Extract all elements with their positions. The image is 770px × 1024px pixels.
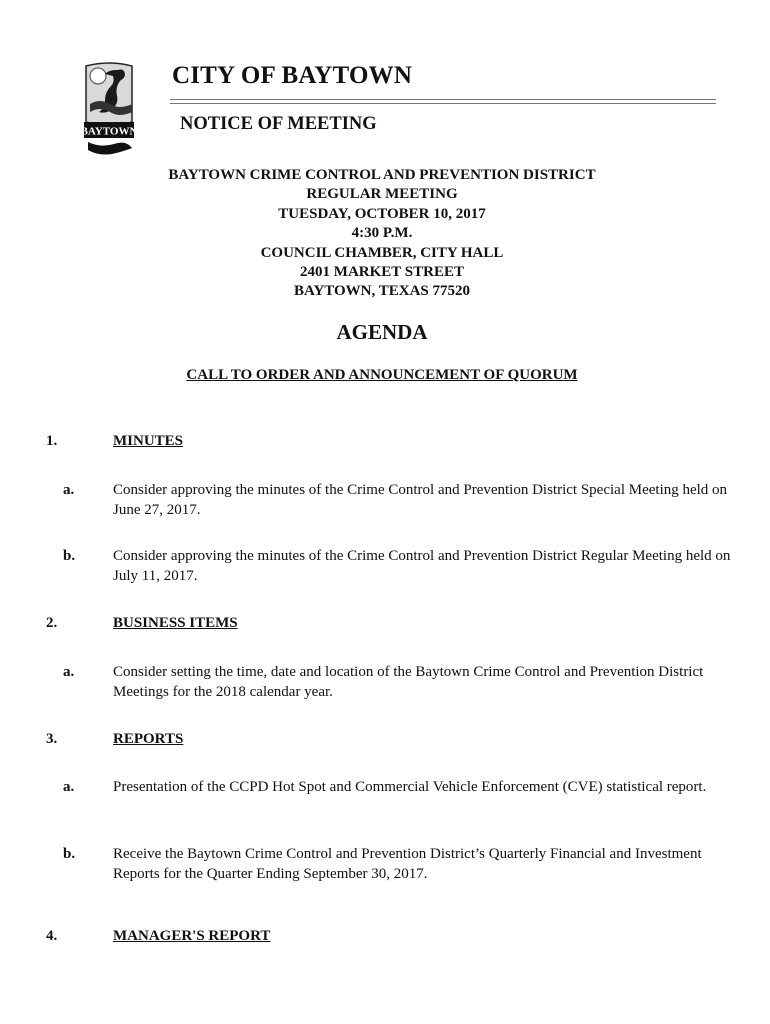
section-heading-business-items: BUSINESS ITEMS [113, 615, 238, 631]
meeting-details [0, 166, 764, 302]
item-letter: a. [63, 664, 75, 680]
call-to-order: CALL TO ORDER AND ANNOUNCEMENT OF QUORUM [186, 367, 578, 383]
heron-emblem-icon [78, 60, 140, 156]
section-number: 3. [46, 731, 58, 747]
svg-text:BAYTOWN: BAYTOWN [80, 125, 138, 138]
notice-heading: NOTICE OF MEETING [180, 114, 377, 134]
section-heading-managers-report: MANAGER'S REPORT [113, 928, 271, 944]
meeting-type: REGULAR MEETING [306, 186, 458, 203]
item-letter: b. [63, 548, 76, 564]
title-divider [170, 99, 716, 104]
agenda-item-text: Consider approving the minutes of the Crime Control and Prevention District Regular Meeting held on July 11, 2017. [113, 548, 731, 584]
agenda-title: AGENDA [336, 320, 428, 344]
section-number: 4. [46, 928, 58, 944]
meeting-city: BAYTOWN, TEXAS 77520 [293, 283, 471, 300]
city-title: CITY OF BAYTOWN [172, 62, 413, 89]
agenda-item-text: Presentation of the CCPD Hot Spot and Commercial Vehicle Enforcement (CVE) statistical report. [113, 779, 707, 795]
meeting-location: COUNCIL CHAMBER, CITY HALL [260, 244, 504, 261]
section-heading-minutes: MINUTES [113, 433, 184, 449]
item-letter: b. [63, 846, 76, 862]
section-heading-reports: REPORTS [113, 731, 184, 747]
agenda-item-text: Consider setting the time, date and location of the Baytown Crime Control and Prevention District Meetings for the 2018 calendar year. [113, 664, 704, 700]
district-name: BAYTOWN CRIME CONTROL AND PREVENTION DISTRICT [168, 167, 596, 183]
meeting-time: 4:30 P.M. [351, 225, 413, 242]
meeting-street: 2401 MARKET STREET [300, 264, 464, 281]
item-letter: a. [63, 482, 75, 498]
section-number: 1. [46, 433, 58, 449]
city-logo [78, 60, 140, 156]
meeting-date: TUESDAY, OCTOBER 10, 2017 [278, 205, 486, 222]
section-number: 2. [46, 615, 58, 631]
agenda-item-text: Receive the Baytown Crime Control and Prevention District’s Quarterly Financial and Investment Reports for the Quarter Ending September 30, 2017. [113, 846, 702, 882]
item-letter: a. [63, 779, 75, 795]
agenda-item-text: Consider approving the minutes of the Crime Control and Prevention District Special Meeting held on June 27, 2017. [113, 482, 728, 518]
